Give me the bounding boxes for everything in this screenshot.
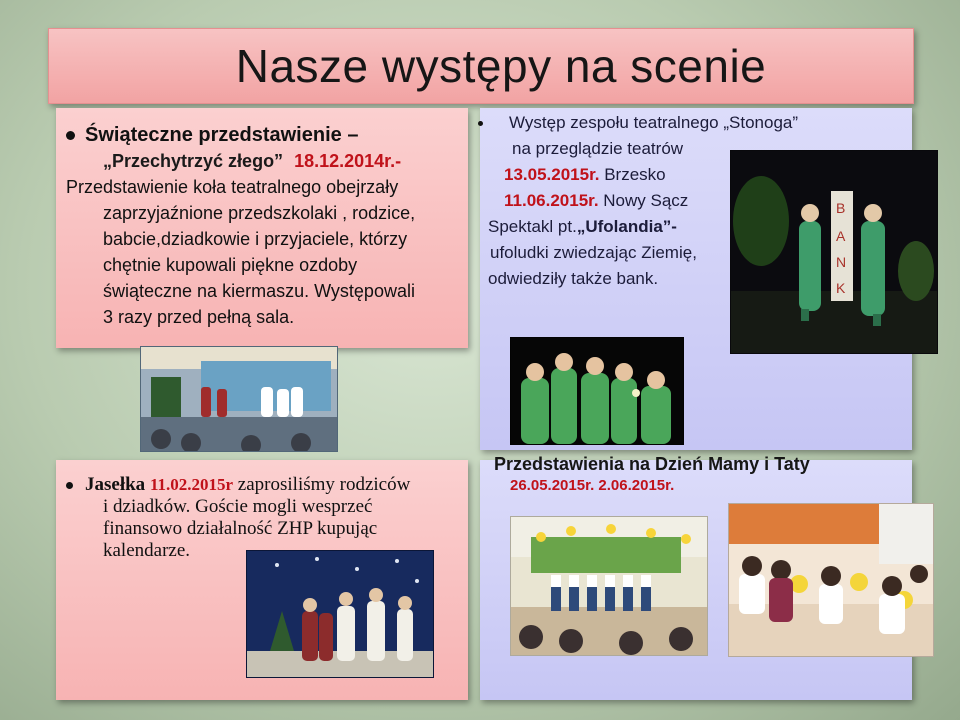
photo-ufolandia-group [510, 337, 684, 445]
photo-jaselka [246, 550, 434, 678]
jaselka-line1: i dziadków. Goście mogli wesprzeć [103, 496, 373, 517]
bank-letter-k: K [836, 280, 846, 296]
stonoga-date1: 13.05.2015r. Brzesko [504, 165, 666, 184]
stonoga-line2: na przeglądzie teatrów [512, 139, 684, 158]
photo-mothers-day-families [728, 503, 934, 657]
jaselka-text [66, 474, 466, 562]
bank-letter-b: B [836, 200, 846, 216]
mothers-day-dates: 26.05.2015r. 2.06.2015r. [510, 477, 675, 494]
jaselka-title: Jasełka 11.02.2015r zaprosiliśmy rodziców [66, 474, 466, 496]
stonoga-date2: 11.06.2015r. Nowy Sącz [504, 191, 689, 210]
christmas-body: Przedstawienie koła teatralnego obejrzały zaprzyjaźnione przedszkolaki , rodzice, babcie,dziadkowie i przyjaciele, którzy chętnie kupowali piękne ozdoby świąteczne na kiermaszu. Występowali 3 razy przed pełną sala. [66, 177, 416, 327]
stonoga-spektakl: Spektakl pt.„Ufolandia”- [488, 217, 677, 236]
slide-title: Nasze występy na scenie [235, 40, 767, 92]
bullet-icon [66, 482, 73, 489]
mothers-day-title: Przedstawienia na Dzień Mamy i Taty [494, 454, 810, 474]
christmas-heading-2: „Przechytrzyć złego” 18.12.2014r.- [103, 151, 402, 171]
bullet-icon [478, 121, 483, 126]
stonoga-line1: Występ zespołu teatralnego „Stonoga” [478, 110, 908, 136]
photo-ufolandia-stage [730, 150, 938, 354]
title-box [48, 28, 914, 104]
photo-christmas-show [140, 346, 338, 452]
mothers-day-text [494, 452, 914, 496]
jaselka-line2: finansowo działalność ZHP kupując [103, 518, 378, 539]
bank-letter-a: A [836, 228, 846, 244]
photo-mothers-day-hall [510, 516, 708, 656]
christmas-show-text [66, 122, 466, 330]
jaselka-line3: kalendarze. [103, 540, 191, 561]
bank-letter-n: N [836, 254, 847, 270]
bullet-icon [66, 131, 75, 140]
stonoga-line6: ufoludki zwiedzając Ziemię, [490, 243, 697, 262]
stonoga-line7: odwiedziły także bank. [488, 269, 659, 288]
christmas-heading-1: Świąteczne przedstawienie – [66, 122, 466, 148]
